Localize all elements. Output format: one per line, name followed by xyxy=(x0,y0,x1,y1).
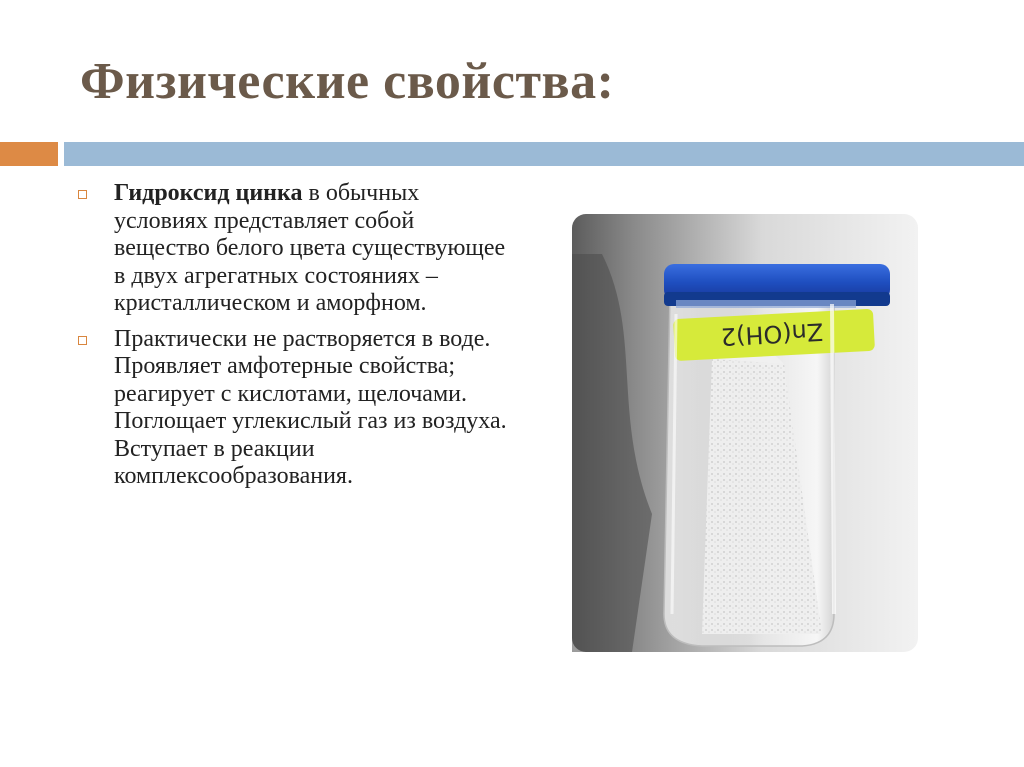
title-rule-bar xyxy=(64,142,1024,166)
test-tube-photo xyxy=(572,214,918,652)
bullet-item xyxy=(78,180,508,318)
bullet-item xyxy=(78,326,508,491)
bullet-body: Практически не растворяется в воде. Проявляет амфотерные свойства; реагирует с кислотами, щелочами. Поглощает углекислый газ из воздуха. Вступает в реакции комплексообразования. xyxy=(114,325,507,489)
square-bullet-icon xyxy=(78,336,87,345)
square-bullet-icon xyxy=(78,190,87,199)
bullet-body: в обычных условиях представляет собой вещество белого цвета существующее в двух агрегатных состояниях – кристаллическом и аморфном. xyxy=(114,180,506,316)
bullet-list xyxy=(78,180,508,499)
slide-title: Физические свойства: xyxy=(80,53,615,110)
bullet-text xyxy=(114,326,508,491)
bullet-bold-term: Гидроксид цинка xyxy=(114,180,303,206)
test-tube-illustration xyxy=(572,214,918,652)
tube-label-text: Zn(OH)2 xyxy=(720,317,824,351)
title-accent-bar xyxy=(0,142,58,166)
bullet-text xyxy=(114,180,508,318)
